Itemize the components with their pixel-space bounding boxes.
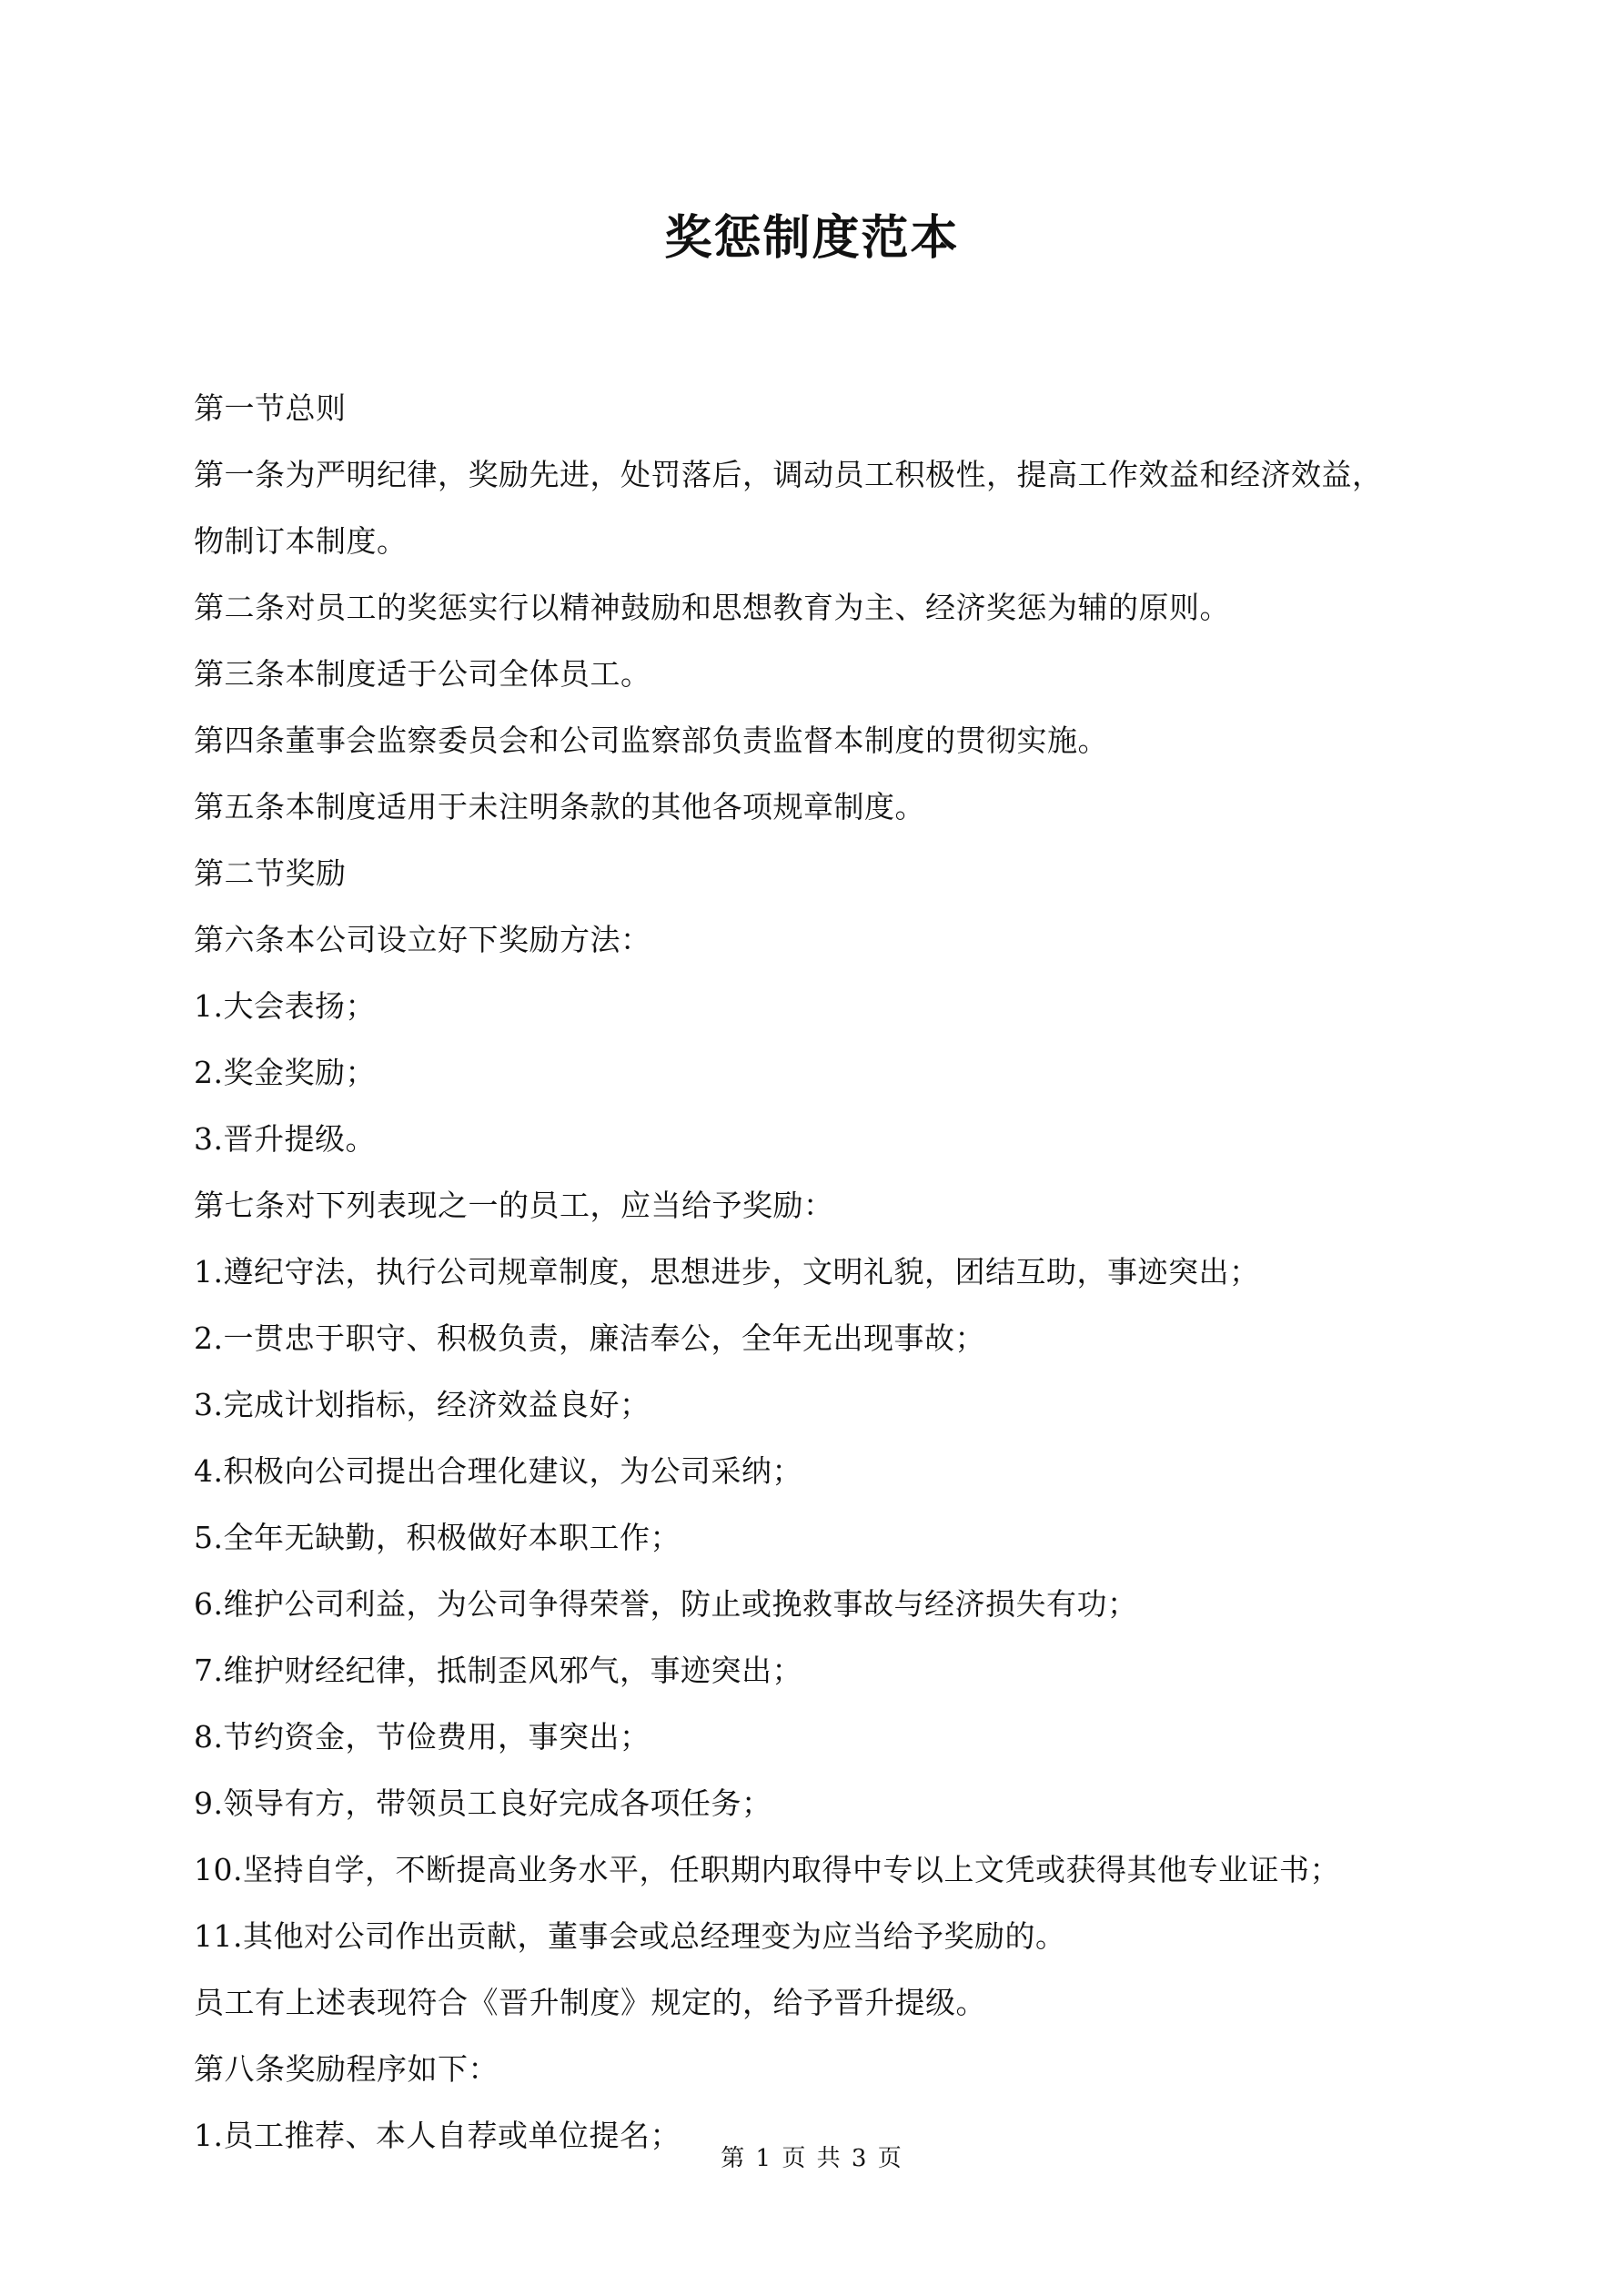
paragraph: 员工有上述表现符合《晋升制度》规定的，给予晋升提级。 <box>194 1985 986 2020</box>
paragraph: 物制订本制度。 <box>194 523 408 559</box>
paragraph: 第五条本制度适用于未注明条款的其他各项规章制度。 <box>194 789 925 824</box>
paragraph: 第一条为严明纪律，奖励先进，处罚落后，调动员工积极性，提高工作效益和经济效益， <box>194 457 1383 492</box>
document-body <box>194 375 1468 2169</box>
list-item: 7.维护财经纪律，抵制歪风邪气，事迹突出； <box>194 1653 802 1688</box>
list-item: 2.奖金奖励； <box>194 1055 376 1090</box>
list-item: 1.大会表扬； <box>194 988 376 1024</box>
paragraph: 第七条对下列表现之一的员工，应当给予奖励： <box>194 1188 834 1223</box>
list-item: 3.完成计划指标，经济效益良好； <box>194 1387 651 1422</box>
list-item: 3.晋升提级。 <box>194 1121 376 1157</box>
list-item: 10.坚持自学，不断提高业务水平，任职期内取得中专以上文凭或获得其他专业证书； <box>194 1852 1340 1887</box>
paragraph: 第四条董事会监察委员会和公司监察部负责监督本制度的贯彻实施。 <box>194 723 1108 758</box>
paragraph: 第二条对员工的奖惩实行以精神鼓励和思想教育为主、经济奖惩为辅的原则。 <box>194 590 1230 625</box>
list-item: 4.积极向公司提出合理化建议，为公司采纳； <box>194 1453 802 1489</box>
section-heading: 第二节奖励 <box>194 855 347 891</box>
list-item: 11.其他对公司作出贡献，董事会或总经理变为应当给予奖励的。 <box>194 1918 1066 1954</box>
list-item: 2.一贯忠于职守、积极负责，廉洁奉公，全年无出现事故； <box>194 1320 985 1356</box>
list-item: 1.员工推荐、本人自荐或单位提名； <box>194 2118 681 2153</box>
list-item: 5.全年无缺勤，积极做好本职工作； <box>194 1520 681 1555</box>
list-item: 9.领导有方，带领员工良好完成各项任务； <box>194 1785 772 1821</box>
paragraph: 第三条本制度适于公司全体员工。 <box>194 656 651 692</box>
section-heading: 第一节总则 <box>194 390 347 426</box>
document-title: 奖惩制度范本 <box>664 210 960 266</box>
paragraph: 第八条奖励程序如下： <box>194 2051 499 2087</box>
list-item: 8.节约资金，节俭费用，事突出； <box>194 1719 651 1755</box>
page-number-footer: 第 1 页 共 3 页 <box>721 2145 903 2172</box>
list-item: 6.维护公司利益，为公司争得荣誉，防止或挽救事故与经济损失有功； <box>194 1586 1138 1622</box>
paragraph: 第六条本公司设立好下奖励方法： <box>194 922 651 957</box>
list-item: 1.遵纪守法，执行公司规章制度，思想进步，文明礼貌，团结互助，事迹突出； <box>194 1254 1260 1290</box>
